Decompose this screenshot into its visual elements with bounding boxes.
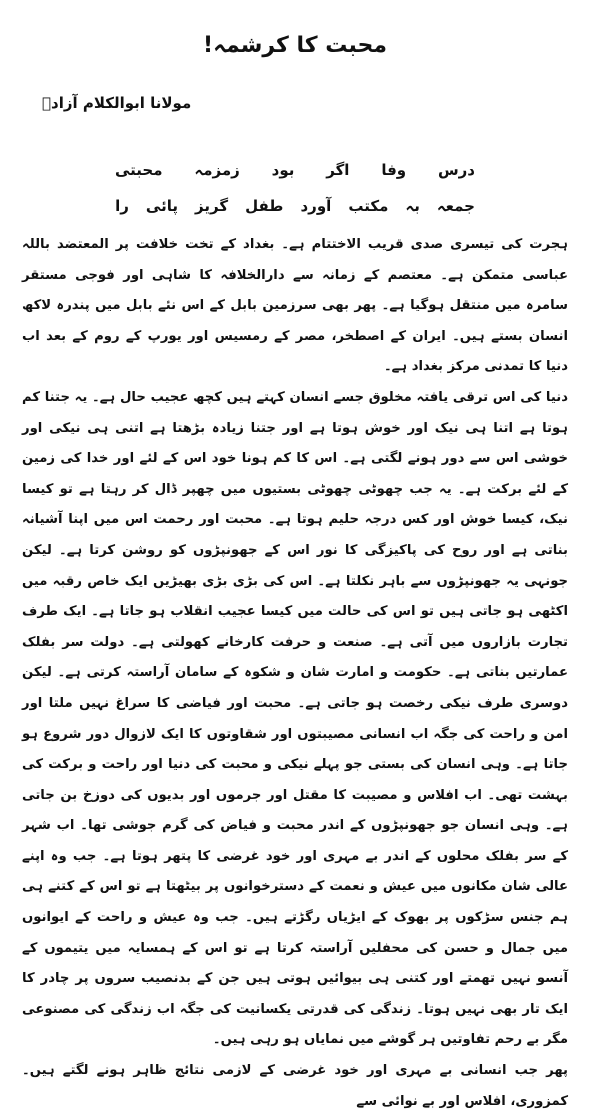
verse-word: پائی — [145, 197, 178, 215]
verse-word: زمزمہ — [194, 161, 240, 179]
verse-word: را — [115, 197, 129, 215]
paragraph-3: پھر جب انسانی بے مہری اور خود غرضی کے لازمی نتائج ظاہر ہونے لگتے ہیں۔ کمزوری، افلاس اور بے نوائی سے — [22, 1063, 568, 1109]
verse-word: محبتی — [115, 161, 163, 179]
verse-word: اگر — [326, 161, 350, 179]
verse-word: طفل — [245, 197, 284, 215]
verse-line-2 — [115, 194, 475, 218]
verse-word: بود — [271, 161, 295, 179]
paragraph-2: دنیا کی اس ترقی یافتہ مخلوق جسے انسان کہتے ہیں کچھ عجیب حال ہے۔ یہ جتنا کم ہوتا ہے اتنا ہی نیک اور خوش ہوتا ہے اور جتنا زیادہ بڑھتا ہے اتنی ہی نیکی اور خوشی اس سے دور ہونے لگتی ہے۔ اس کا کم ہونا خود اس کے لئے اور خدا کی زمین کے لئے برکت ہے۔ یہ جب چھوٹی چھوٹی بستیوں میں چھپر ڈال کر رہتا ہے تو کیسا نیک، کیسا خوش اور کس درجہ حلیم ہوتا ہے۔ محبت اور رحمت اس میں اپنا آشیانہ بناتی ہے اور روح کی پاکیزگی کا نور اس کے جھونپڑوں کو روشن کرتا ہے۔ لیکن جونہی یہ جھونپڑوں سے باہر نکلتا ہے۔ اس کی بڑی بڑی بھیڑیں ایک خاص رقبہ میں اکٹھی ہو جاتی ہیں تو اس کی حالت میں کیسا عجیب انقلاب ہو جاتا ہے۔ ایک طرف تجارت بازاروں میں آتی ہے۔ صنعت و حرفت کارخانے کھولتی ہے۔ دولت سر بفلک عمارتیں بناتی ہے۔ حکومت و امارت شان و شکوہ کے سامان آراستہ کرتی ہے۔ لیکن دوسری طرف نیکی رخصت ہو جاتی ہے۔ محبت اور فیاضی کا سراغ نہیں ملتا اور امن و راحت کی جگہ اب انسانی مصیبتوں اور شقاوتوں کا ایک لازوال دور شروع ہو جاتا ہے۔ وہی انسان کی بستی جو پہلے نیکی و محبت کی دنیا اور راحت و برکت کی بہشت تھی۔ اب افلاس و مصیبت کا مقتل اور جرموں اور بدیوں کی دوزخ بن جاتی ہے۔ وہی انسان جو جھونپڑوں کے اندر محبت و فیاض کی گرم جوشی تھا۔ اب شہر کے سر بفلک محلوں کے اندر بے مہری اور خود غرضی کا پتھر ہوتا ہے۔ جب وہ اپنے عالی شان مکانوں میں عیش و نعمت کے دسترخوانوں پر بیٹھتا ہے تو اس کے کتنے ہی ہم جنس سڑکوں پر بھوک کے ایڑیاں رگڑتے ہیں۔ جب وہ عیش و راحت کے ایوانوں میں جمال و حسن کی محفلیں آراستہ کرتا ہے تو اس کے ہمسایہ میں یتیموں کے آنسو نہیں تھمتے اور کتنی ہی بیوائیں ہوتی ہیں جن کے بدنصیب سروں پر چادر کا ایک تار بھی نہیں ہوتا۔ زندگی کی قدرتی یکسانیت کی جگہ اب زندگی کی مصنوعی مگر بے رحم تفاوتیں ہر گوشے میں نمایاں ہو رہی ہیں۔ — [22, 389, 568, 1048]
verse-word: مکتب — [348, 197, 389, 215]
verse-word: درس — [437, 161, 475, 179]
persian-verse — [22, 158, 568, 218]
verse-word: گریز — [195, 197, 229, 215]
verse-line-1 — [115, 158, 475, 182]
paragraph-1: ہجرت کی تیسری صدی قریب الاختتام ہے۔ بغداد کے تخت خلافت پر المعتضد باللہ عباسی متمکن ہے۔ معتصم کے زمانہ سے دارالخلافہ کا شاہی اور فوجی مستقر سامرہ میں منتقل ہوگیا ہے۔ پھر بھی سرزمین بابل کے اس نئے بابل میں پندرہ لاکھ انسان بستے ہیں۔ ایران کے اصطخر، مصر کے رمسیس اور یورپ کے روم کے بعد اب دنیا کا تمدنی مرکز بغداد ہے۔ — [22, 237, 568, 375]
verse-word: بہ — [405, 197, 420, 215]
verse-word: وفا — [381, 161, 407, 179]
verse-word: آورد — [300, 197, 332, 215]
verse-word: جمعہ — [436, 197, 475, 215]
author-name: مولانا ابوالکلام آزادؔ — [42, 94, 192, 112]
document-title: محبت کا کرشمہ! — [203, 33, 387, 58]
